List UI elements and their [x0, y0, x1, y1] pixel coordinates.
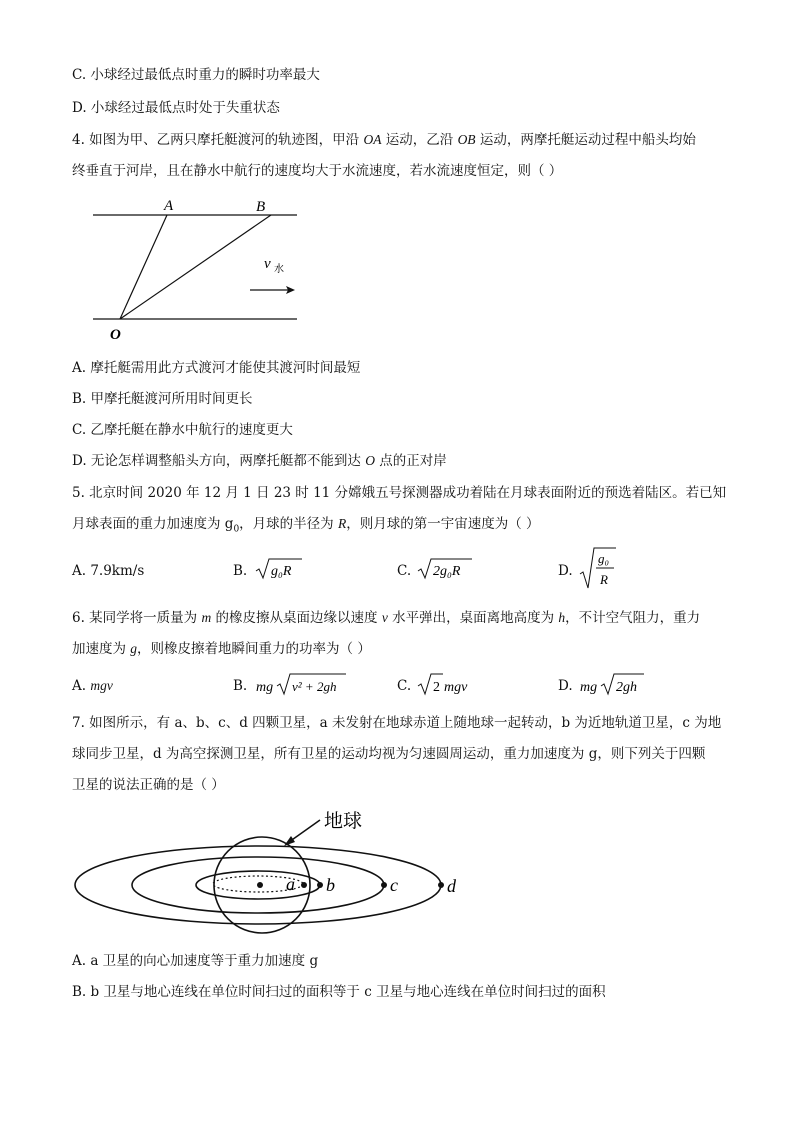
river-crossing-figure [85, 190, 305, 345]
satellite-d [438, 882, 444, 888]
svg-text:2g₀R: 2g₀R [433, 564, 461, 579]
svg-text:mg: mg [256, 680, 274, 695]
option-d-prev: D. 小球经过最低点时处于失重状态 [72, 100, 280, 116]
satellite-b [317, 882, 323, 888]
label-v: v [264, 256, 271, 272]
q5-option-b-math [254, 556, 304, 582]
label-sat-c: c [390, 875, 398, 895]
q5-stem-line2: 月球表面的重力加速度为 $g_0$，月球的半径为 R，则月球的第一宇宙速度为（ ） [72, 516, 540, 535]
satellite-orbits-figure [70, 800, 480, 945]
q5-option-c-label: C. [397, 563, 412, 579]
q4-option-a: A. 摩托艇需用此方式渡河才能使其渡河时间最短 [72, 360, 361, 376]
svg-text:g₀: g₀ [598, 551, 610, 566]
q5-option-a: A. 7.9km/s [72, 563, 145, 579]
svg-text:v² + 2gh: v² + 2gh [292, 679, 337, 694]
q6-stem-line2: 加速度为 g，则橡皮擦着地瞬间重力的功率为（ ） [72, 641, 371, 657]
pointer-arrow-icon [284, 836, 295, 846]
q7-option-b: B. b 卫星与地心连线在单位时间扫过的面积等于 c 卫星与地心连线在单位时间扫过的面积 [72, 984, 606, 1000]
label-v-sub: 水 [274, 264, 284, 275]
q6-option-d-label: D. [558, 678, 573, 694]
q6-option-a: A. mgv [72, 678, 113, 694]
label-a: A [164, 198, 174, 214]
q6-option-d-math [580, 670, 646, 698]
q5-option-d-math [578, 546, 618, 592]
svg-text:2gh: 2gh [616, 680, 637, 695]
label-b: B [256, 199, 266, 215]
svg-text:2: 2 [433, 680, 440, 695]
q4-stem-line2: 终垂直于河岸，且在静水中航行的速度均大于水流速度，若水流速度恒定，则（ ） [72, 163, 563, 179]
q4-stem-line1: 4. 如图为甲、乙两只摩托艇渡河的轨迹图，甲沿 OA 运动，乙沿 OB 运动，两摩托艇运动过程中船头均始 [72, 132, 696, 148]
path-ob [120, 215, 271, 319]
label-sat-a: a [286, 874, 295, 894]
q6-option-b-label: B. [233, 678, 248, 694]
q7-option-a: A. a 卫星的向心加速度等于重力加速度 g [72, 953, 319, 969]
q6-option-b-math [256, 670, 348, 698]
label-o: O [110, 327, 121, 343]
q5-option-d-label: D. [558, 563, 573, 579]
svg-text:g₀R: g₀R [271, 564, 292, 579]
label-sat-b: b [326, 875, 335, 895]
satellite-c [381, 882, 387, 888]
option-c-prev: C. 小球经过最低点时重力的瞬时功率最大 [72, 67, 320, 83]
satellite-a [301, 882, 307, 888]
q7-stem-line3: 卫星的说法正确的是（ ） [72, 777, 225, 793]
svg-text:mg: mg [580, 680, 598, 695]
q7-stem-line1: 7. 如图所示，有 a、b、c、d 四颗卫星，a 未发射在地球赤道上随地球一起转动，b 为近地轨道卫星，c 为地 [72, 715, 722, 731]
q5-option-b-label: B. [233, 563, 248, 579]
svg-text:mgv: mgv [444, 680, 468, 695]
label-sat-d: d [447, 876, 456, 896]
q6-stem-line1: 6. 某同学将一质量为 m 的橡皮擦从桌面边缘以速度 v 水平弹出，桌面离地高度为 h，不计空气阻力，重力 [72, 610, 701, 626]
earth-center [257, 882, 263, 888]
earth-pointer [289, 820, 320, 842]
q5-option-c-math [416, 556, 474, 582]
q5-stem-line1: 5. 北京时间 2020 年 12 月 1 日 23 时 11 分嫦娥五号探测器成功着陆在月球表面附近的预选着陆区。若已知 [72, 485, 727, 501]
q4-option-d: D. 无论怎样调整船头方向，两摩托艇都不能到达 O 点的正对岸 [72, 453, 447, 469]
label-earth: 地球 [324, 811, 363, 832]
q7-stem-line2: 球同步卫星，d 为高空探测卫星，所有卫星的运动均视为匀速圆周运动，重力加速度为 g，则下列关于四颗 [72, 746, 706, 762]
q6-option-c-math [416, 670, 476, 698]
q6-option-c-label: C. [397, 678, 412, 694]
q4-option-c: C. 乙摩托艇在静水中航行的速度更大 [72, 422, 293, 438]
q4-option-b: B. 甲摩托艇渡河所用时间更长 [72, 391, 253, 407]
svg-text:R: R [600, 572, 608, 587]
